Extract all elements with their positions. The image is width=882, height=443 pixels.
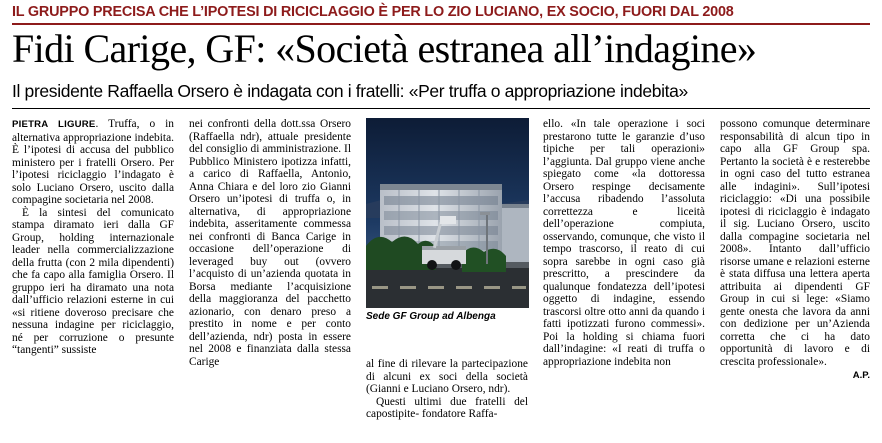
article-subhead: Il presidente Raffaella Orsero è indagata con i fratelli: «Per truffa o appropriazione indebita» xyxy=(12,81,688,101)
paragraph-text: . Truffa, o in alternativa appropriazione indebita. È l’ipotesi di accusa del pubblico ministero per i fratelli Orsero. Per l’ipotesi riciclaggio l’indagato è solo Luciano Orsero, uscito dalla compagine societaria nel 2008. xyxy=(12,118,174,206)
paragraph: ello. «In tale operazione i soci prestarono tutte le garanzie d’uso tipiche per tali operazioni» l’aggiunta. Dal gruppo viene anche spiegato come «la dottoressa Orsero respinge decisamente l’accusa ribadendo l’assoluta correttezza e liceità dell’operazione compiuta, osservando, comunque, che visto il tempo trascorso, il reato di cui sopra sarebbe in ogni caso già prescritto, a prescindere da qualunque fondatezza dell’ipotesi oggetto di indagine, essendo trascorsi oltre otto anni da quando i fatti ipotizzati furono commessi». Poi la holding si chiama fuori dall’indagine: «I reati di truffa o appropriazione indebita non xyxy=(543,118,705,368)
body-column-3 xyxy=(366,358,528,421)
subhead-divider xyxy=(12,108,870,109)
paragraph: È la sintesi del comunicato stampa diramato ieri dalla GF Group, holding internazionale leader nella commercializzazione della frutta (con 2 mila dipendenti) che fa capo alla famiglia Orsero. Il gruppo ieri ha diramato una nota dall’ufficio relazioni esterne in cui «si ritiene doveroso precisare che nessuna indagine per riciclaggio, né per corruzione o presunte “tangenti” sussiste xyxy=(12,206,174,356)
paragraph: possono comunque determinare responsabilità di alcun tipo in capo alla GF Group spa. Pertanto la società è e resterebbe in ogni caso del tutto estranea alle indagini». Sull’ipotesi riciclaggio: «Di una possibile ipotesi di riciclaggio è indagato il sig. Luciano Orsero, uscito dalla compagine societaria nel 2008». Intanto dall’ufficio risorse umane e relazioni esterne è stata diffusa una lettera aperta attribuita ai dipendenti GF Group in cui si lege: «Siamo gente onesta che lavora da anni con dedizione per un’Azienda corretta che ci ha dato opportunità di lavoro e di crescita professionale». xyxy=(720,118,870,368)
paragraph: al fine di rilevare la partecipazione di alcuni ex soci della società (Gianni e Luciano Orsero, ndr). xyxy=(366,358,528,395)
article-signature: A.P. xyxy=(852,370,870,381)
kicker-divider xyxy=(12,23,870,25)
photo-caption: Sede GF Group ad Albenga xyxy=(366,311,496,322)
body-column-2 xyxy=(189,118,351,368)
paragraph: Questi ultimi due fratelli del capostipite- fondatore Raffa- xyxy=(366,395,528,420)
article-kicker: IL GRUPPO PRECISA CHE L’IPOTESI DI RICICLAGGIO È PER LO ZIO LUCIANO, EX SOCIO, FUORI DAL 2008 xyxy=(12,4,734,20)
article-headline: Fidi Carige, GF: «Società estranea all’indagine» xyxy=(12,26,757,71)
body-column-4 xyxy=(543,118,705,368)
paragraph xyxy=(12,118,174,207)
dateline: PIETRA LIGURE xyxy=(12,119,96,130)
article-body xyxy=(12,118,870,438)
body-column-1 xyxy=(12,118,174,357)
body-column-5 xyxy=(720,118,870,383)
paragraph: nei confronti della dott.ssa Orsero (Raffaella ndr), attuale presidente del consiglio di amministrazione. Il Pubblico Ministero ipotizza infatti, a carico di Raffaella, Antonio, Anna Chiara e del loro zio Gianni Orsero un’ipotesi di truffa o, in alternativa, di appropriazione indebita, asseritamente commessa nei confronti di Banca Carige in occasione dell’operazione di leveraged buy out (ovvero l’acquisto di un’azienda quotata in Borsa mediante l’acquisizione della maggioranza del pacchetto azionario, con denaro preso a prestito in nome e per conto dell’azienda, ndr) posta in essere nel 2008 e finanziata dalla stessa Carige xyxy=(189,118,351,368)
